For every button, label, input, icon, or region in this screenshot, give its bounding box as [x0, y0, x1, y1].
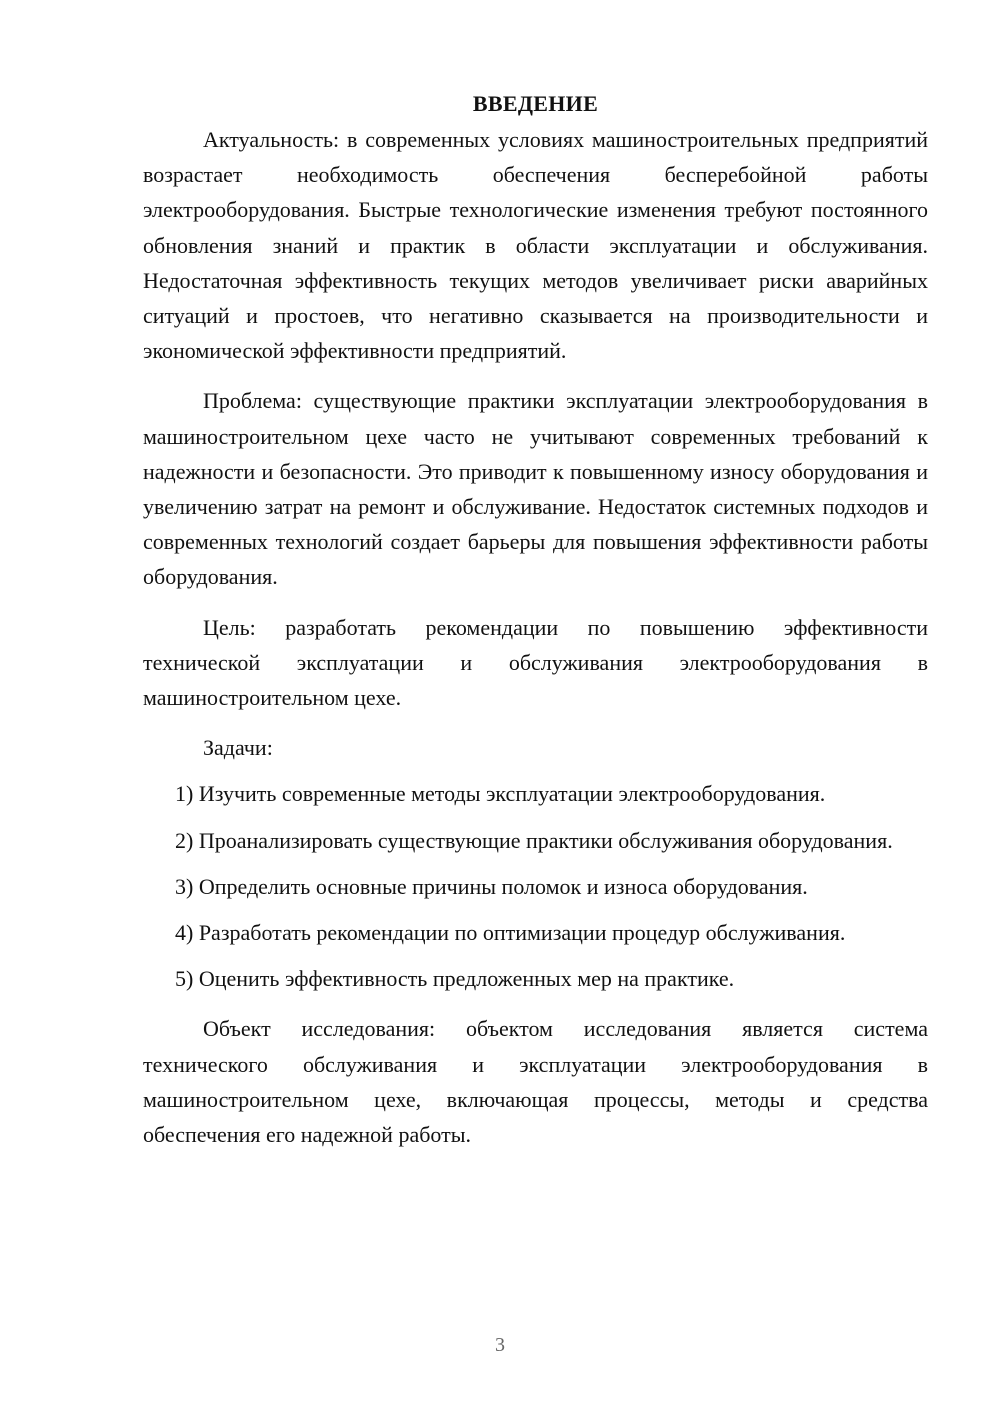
paragraph-relevance: Актуальность: в современных условиях машиностроительных предприятий возрастает необходимость обеспечения бесперебойной работы электрооборудования. Быстрые технологические изменения требуют постоянного обновления знаний и практик в области эксплуатации и обслуживания. Недостаточная эффективность текущих методов увеличивает риски аварийных ситуаций и простоев, что негативно сказывается на производительности и экономической эффективности предприятий.: [143, 127, 928, 364]
page-title: ВВЕДЕНИЕ: [472, 91, 599, 116]
document-body: [143, 90, 928, 1152]
paragraph-object: Объект исследования: объектом исследования является система технического обслуживания и эксплуатации электрооборудования в машиностроительном цехе, включающая процессы, методы и средства обеспечения его надежной работы.: [143, 1016, 928, 1148]
task-item-4: 4) Разработать рекомендации по оптимизации процедур обслуживания.: [175, 920, 846, 946]
task-item-1: 1) Изучить современные методы эксплуатации электрооборудования.: [175, 781, 826, 807]
tasks-heading: Задачи:: [203, 735, 273, 761]
task-item-5: 5) Оценить эффективность предложенных мер на практике.: [175, 966, 735, 992]
paragraph-goal: Цель: разработать рекомендации по повышению эффективности технической эксплуатации и обслуживания электрооборудования в машиностроительном цехе.: [143, 614, 928, 711]
task-item-2: 2) Проанализировать существующие практики обслуживания оборудования.: [175, 827, 893, 853]
task-item-3: 3) Определить основные причины поломок и износа оборудования.: [175, 873, 808, 899]
paragraph-problem: Проблема: существующие практики эксплуатации электрооборудования в машиностроительном цехе часто не учитывают современных требований к надежности и безопасности. Это приводит к повышенному износу оборудования и увеличению затрат на ремонт и обслуживание. Недостаток системных подходов и современных технологий создает барьеры для повышения эффективности работы оборудования.: [143, 388, 928, 590]
page-number: 3: [495, 1334, 505, 1356]
